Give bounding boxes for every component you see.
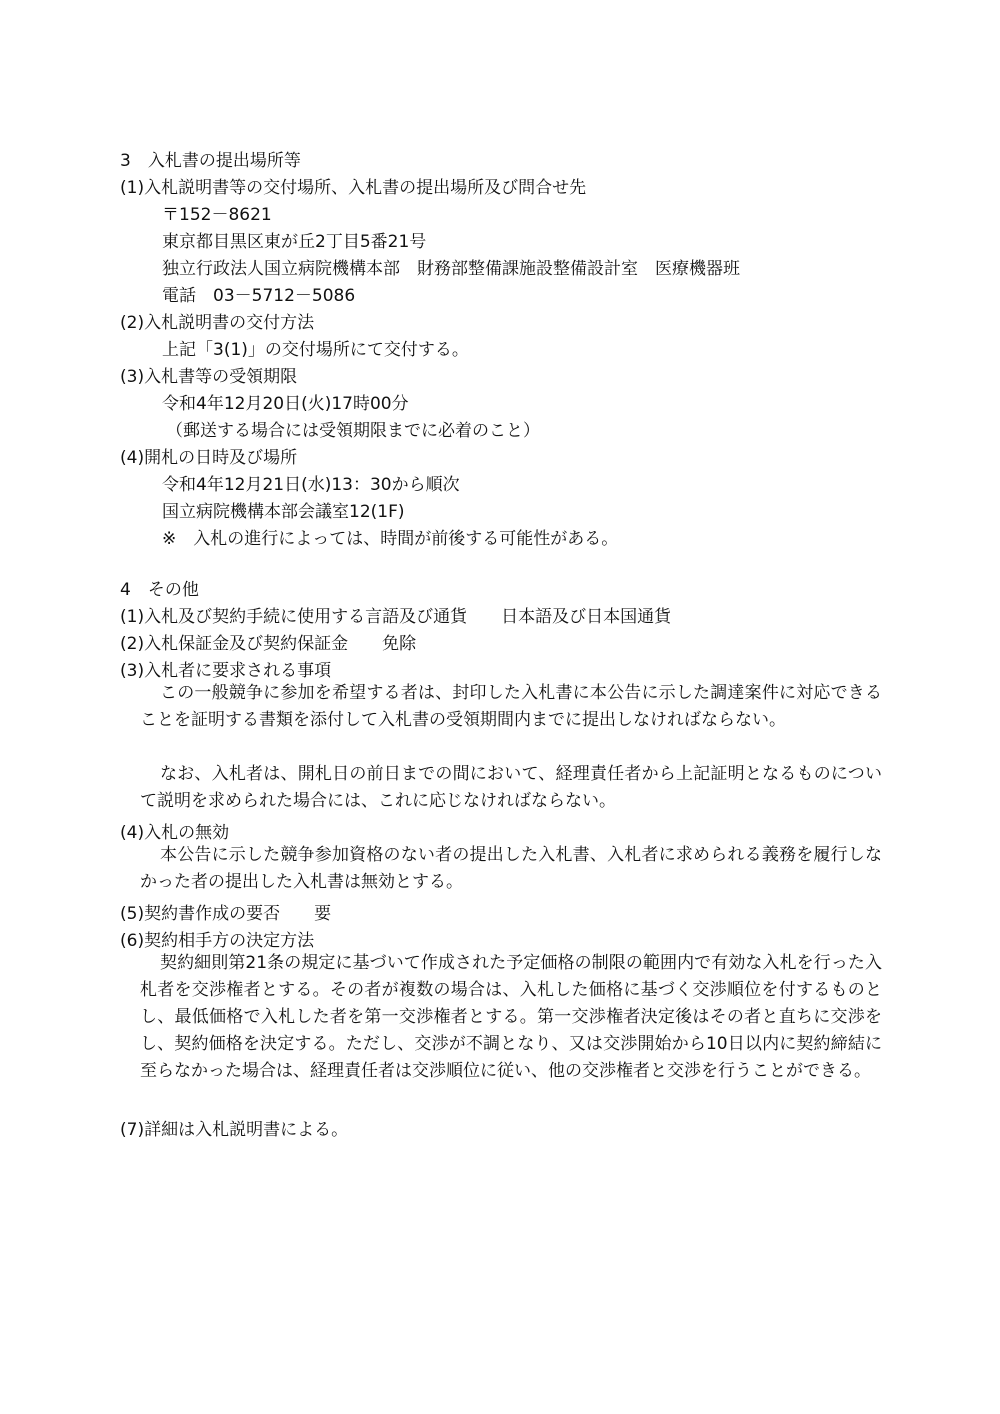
section4-item2: (2)入札保証金及び契約保証金 免除	[120, 634, 417, 654]
section4-heading: 4 その他	[120, 580, 199, 600]
section4-item5: (5)契約書作成の要否 要	[120, 904, 332, 924]
deadline-note: （郵送する場合には受領期限までに必着のこと）	[166, 421, 540, 441]
section4-item3-para1: この一般競争に参加を希望する者は、封印した入札書に本公告に示した調達案件に対応できることを証明する書類を添付して入札書の受領期間内までに提出しなければならない。	[140, 683, 882, 730]
postal-code: 〒152－8621	[162, 205, 272, 225]
section4-item6-para: 契約細則第21条の規定に基づいて作成された予定価格の制限の範囲内で有効な入札を行った入札者を交渉権者とする。その者が複数の場合は、入札した価格に基づく交渉順位を付するものとし、最低価格で入札した者を第一交渉権者とする。第一交渉権者決定後はその者と直ちに交渉をし、契約価格を決定する。ただし、交渉が不調となり、又は交渉開始から10日以内に契約締結に至らなかった場合は、経理責任者は交渉順位に従い、他の交渉権者と交渉を行うことができる。	[140, 953, 882, 1081]
section4-item3-para2: なお、入札者は、開札日の前日までの間において、経理責任者から上記証明となるものについて説明を求められた場合には、これに応じなければならない。	[140, 764, 882, 811]
address: 東京都目黒区東が丘2丁目5番21号	[162, 232, 427, 252]
deadline: 令和4年12月20日(火)17時00分	[162, 394, 409, 414]
phone-number: 電話 03－5712－5086	[162, 286, 356, 306]
section3-heading: 3 入札書の提出場所等	[120, 151, 301, 171]
section4-item7: (7)詳細は入札説明書による。	[120, 1120, 349, 1140]
section3-item1-title: (1)入札説明書等の交付場所、入札書の提出場所及び問合せ先	[120, 178, 587, 198]
section3-item2-body: 上記「3(1)」の交付場所にて交付する。	[162, 340, 469, 360]
opening-datetime: 令和4年12月21日(水)13：30から順次	[162, 475, 460, 495]
opening-note: ※ 入札の進行によっては、時間が前後する可能性がある。	[162, 529, 619, 549]
section3-item3-title: (3)入札書等の受領期限	[120, 367, 298, 387]
section3-item4-title: (4)開札の日時及び場所	[120, 448, 298, 468]
section4-item6-title: (6)契約相手方の決定方法	[120, 931, 315, 951]
section4-item1: (1)入札及び契約手続に使用する言語及び通貨 日本語及び日本国通貨	[120, 607, 672, 627]
opening-place: 国立病院機構本部会議室12(1F)	[162, 502, 405, 522]
section4-item3-title: (3)入札者に要求される事項	[120, 661, 332, 681]
section4-item4-title: (4)入札の無効	[120, 823, 230, 843]
section4-item4-para: 本公告に示した競争参加資格のない者の提出した入札書、入札者に求められる義務を履行しなかった者の提出した入札書は無効とする。	[140, 845, 882, 892]
section3-item2-title: (2)入札説明書の交付方法	[120, 313, 315, 333]
organization: 独立行政法人国立病院機構本部 財務部整備課施設整備設計室 医療機器班	[162, 259, 740, 279]
